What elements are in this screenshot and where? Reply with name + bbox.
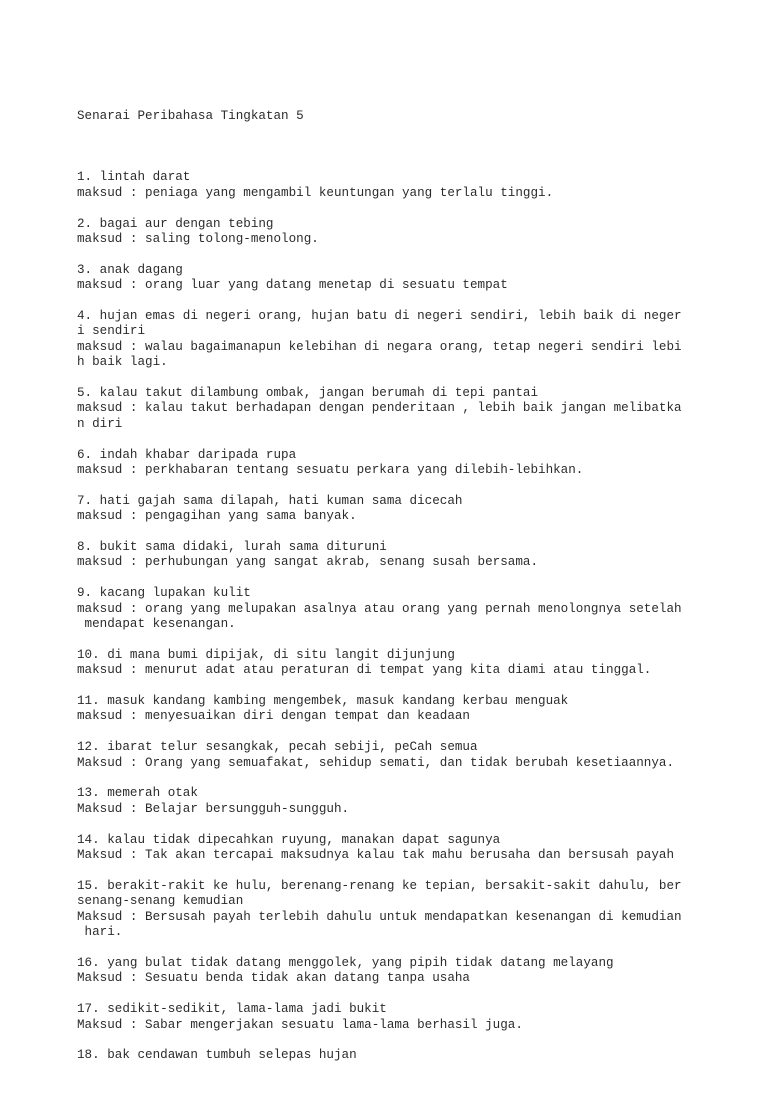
proverb-text: 12. ibarat telur sesangkak, pecah sebiji, peCah semua [77, 740, 478, 755]
proverb-line: maksud : perhubungan yang sangat akrab, senang susah bersama. [77, 555, 539, 570]
proverb-text: 1. lintah darat [77, 170, 191, 185]
proverb-text: 13. memerah otak [77, 786, 198, 801]
proverb-entry [77, 694, 717, 725]
proverb-text: 17. sedikit-sedikit, lama-lama jadi bukit [77, 1002, 387, 1017]
proverb-line: maksud : saling tolong-menolong. [77, 232, 319, 247]
proverb-line: Maksud : Belajar bersungguh-sungguh. [77, 801, 350, 816]
proverb-line: maksud : perkhabaran tentang sesuatu perkara yang dilebih-lebihkan. [77, 463, 584, 478]
proverb-entry [77, 740, 717, 771]
proverb-entry [77, 263, 717, 294]
proverb-entry [77, 648, 717, 679]
proverb-line: h baik lagi. [77, 355, 168, 370]
proverb-line: maksud : peniaga yang mengambil keuntungan yang terlalu tinggi. [77, 185, 554, 200]
proverb-text: 14. kalau tidak dipecahkan ruyung, manakan dapat sagunya [77, 832, 501, 847]
proverb-line: i sendiri [77, 324, 146, 339]
proverb-line: n diri [77, 416, 123, 431]
proverb-line: maksud : orang luar yang datang menetap di sesuatu tempat [77, 278, 508, 293]
proverb-entry [77, 586, 717, 632]
proverb-text: 9. kacang lupakan kulit [77, 586, 251, 601]
proverb-line: senang-senang kemudian [77, 894, 244, 909]
proverb-text: 10. di mana bumi dipijak, di situ langit dijunjung [77, 647, 455, 662]
proverb-text: 15. berakit-rakit ke hulu, berenang-renang ke tepian, bersakit-sakit dahulu, ber [77, 878, 682, 893]
proverb-entry [77, 1048, 717, 1063]
proverb-entry [77, 1002, 717, 1033]
proverb-text: 3. anak dagang [77, 262, 183, 277]
proverb-entry [77, 879, 717, 941]
proverb-line: Maksud : Bersusah payah terlebih dahulu untuk mendapatkan kesenangan di kemudian [77, 909, 682, 924]
proverb-text: 7. hati gajah sama dilapah, hati kuman sama dicecah [77, 493, 463, 508]
proverb-text: 6. indah khabar daripada rupa [77, 447, 297, 462]
proverb-line: maksud : menyesuaikan diri dengan tempat dan keadaan [77, 709, 470, 724]
proverb-entry [77, 786, 717, 817]
proverb-line: Maksud : Sabar mengerjakan sesuatu lama-lama berhasil juga. [77, 1017, 523, 1032]
proverb-entry [77, 309, 717, 371]
proverb-line: hari. [77, 925, 123, 940]
proverb-text: 18. bak cendawan tumbuh selepas hujan [77, 1048, 357, 1063]
proverb-text: 4. hujan emas di negeri orang, hujan batu di negeri sendiri, lebih baik di neger [77, 309, 682, 324]
proverb-entry [77, 386, 717, 432]
proverb-line: Maksud : Orang yang semuafakat, sehidup semati, dan tidak berubah kesetiaannya. [77, 755, 675, 770]
proverb-line: mendapat kesenangan. [77, 617, 236, 632]
proverb-entry [77, 540, 717, 571]
proverb-text: 8. bukit sama didaki, lurah sama dituruni [77, 540, 387, 555]
proverb-line: Maksud : Sesuatu benda tidak akan datang tanpa usaha [77, 971, 470, 986]
proverb-entry [77, 833, 717, 864]
proverb-text: 2. bagai aur dengan tebing [77, 216, 274, 231]
proverb-line: maksud : menurut adat atau peraturan di tempat yang kita diami atau tinggal. [77, 663, 652, 678]
proverb-entry [77, 956, 717, 987]
proverb-line: maksud : orang yang melupakan asalnya atau orang yang pernah menolongnya setelah [77, 601, 682, 616]
proverb-line: maksud : kalau takut berhadapan dengan penderitaan , lebih baik jangan melibatka [77, 401, 682, 416]
proverb-line: maksud : pengagihan yang sama banyak. [77, 509, 357, 524]
proverb-text: 5. kalau takut dilambung ombak, jangan berumah di tepi pantai [77, 386, 539, 401]
document-page [77, 78, 717, 1095]
proverb-text: 16. yang bulat tidak datang menggolek, yang pipih tidak datang melayang [77, 955, 614, 970]
proverb-entry [77, 217, 717, 248]
proverb-entry [77, 494, 717, 525]
proverb-list [77, 170, 717, 1063]
proverb-entry [77, 448, 717, 479]
proverb-entry [77, 170, 717, 201]
proverb-line: Maksud : Tak akan tercapai maksudnya kalau tak mahu berusaha dan bersusah payah [77, 848, 675, 863]
proverb-line: maksud : walau bagaimanapun kelebihan di negara orang, tetap negeri sendiri lebi [77, 339, 682, 354]
document-title: Senarai Peribahasa Tingkatan 5 [77, 108, 304, 123]
proverb-text: 11. masuk kandang kambing mengembek, masuk kandang kerbau menguak [77, 694, 569, 709]
